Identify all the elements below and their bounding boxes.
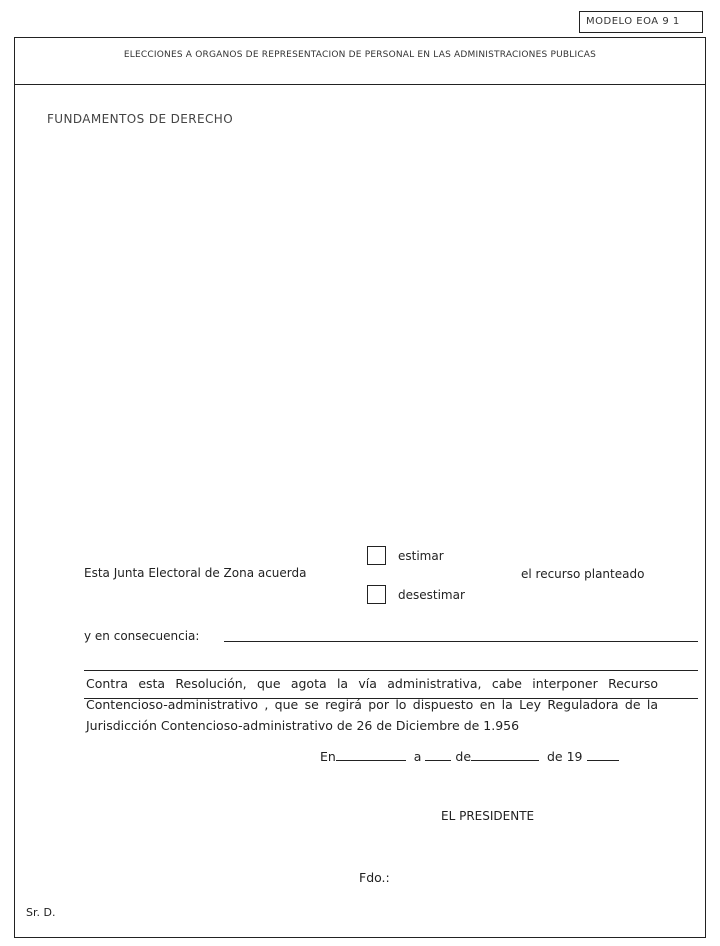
date-en-label: En: [320, 749, 336, 764]
resolution-text: Contra esta Resolución, que agota la vía administrativa, cabe interponer Recurso Contencioso-administrativo , que se regirá por lo dispuesto en la Ley Reguladora de la Jurisdicción Contencioso-administrativo de 26 de Diciembre de 1.956: [86, 676, 658, 733]
decision-suffix: el recurso planteado: [521, 567, 645, 581]
addressee-label: Sr. D.: [26, 906, 56, 919]
consequence-line-1[interactable]: [224, 641, 698, 642]
consequence-label: y en consecuencia:: [84, 629, 200, 643]
consequence-line-2[interactable]: [84, 670, 698, 671]
header-band: [15, 38, 705, 85]
date-year-label: de 19: [547, 749, 583, 764]
date-place-field[interactable]: [336, 748, 406, 761]
signature-label: Fdo.:: [359, 870, 390, 885]
date-line: [320, 748, 619, 764]
date-day-field[interactable]: [425, 748, 451, 761]
section-title: FUNDAMENTOS DE DERECHO: [47, 112, 234, 126]
form-frame: [14, 37, 706, 938]
date-de-label: de: [455, 749, 472, 764]
date-year-field[interactable]: [587, 748, 619, 761]
decision-intro: Esta Junta Electoral de Zona acuerda: [84, 566, 307, 580]
estimar-label: estimar: [398, 549, 444, 563]
desestimar-label: desestimar: [398, 588, 465, 602]
header-title: ELECCIONES A ORGANOS DE REPRESENTACION DE PERSONAL EN LAS ADMINISTRACIONES PUBLICAS: [123, 50, 597, 60]
date-a-label: a: [413, 749, 422, 764]
desestimar-checkbox[interactable]: [367, 585, 386, 604]
model-code: MODELO EOA 9 1: [586, 16, 680, 27]
model-code-box: [579, 11, 703, 33]
president-label: EL PRESIDENTE: [441, 809, 535, 823]
estimar-checkbox[interactable]: [367, 546, 386, 565]
date-month-field[interactable]: [471, 748, 539, 761]
